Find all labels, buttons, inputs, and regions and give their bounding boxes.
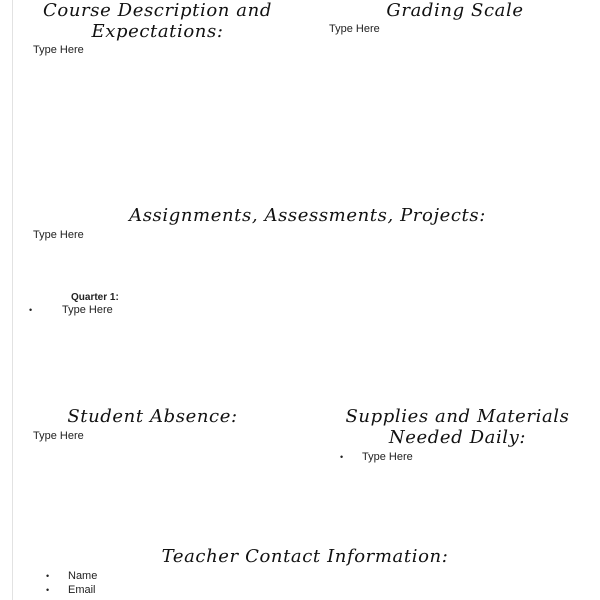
quarter-1-item[interactable]: Type Here (62, 304, 113, 316)
grading-scale-body[interactable]: Type Here (329, 23, 380, 35)
assignments-body[interactable]: Type Here (33, 229, 84, 241)
course-description-heading-line2: Expectations: (91, 21, 224, 42)
page-left-edge (12, 0, 13, 600)
course-description-heading-line1: Course Description and (43, 0, 272, 21)
supplies-item[interactable]: Type Here (362, 451, 413, 463)
assignments-heading: Assignments, Assessments, Projects: (129, 205, 486, 226)
contact-bullet-email: • (46, 585, 50, 595)
supplies-heading-line2: Needed Daily: (388, 427, 527, 448)
course-description-heading (20, 0, 295, 42)
contact-item-email[interactable]: Email (68, 584, 96, 596)
quarter-1-label: Quarter 1: (71, 292, 119, 303)
contact-bullet-name: • (46, 571, 50, 581)
supplies-bullet: • (340, 452, 344, 462)
contact-item-name[interactable]: Name (68, 570, 98, 582)
supplies-heading-line1: Supplies and Materials (345, 406, 570, 427)
quarter-1-bullet: • (29, 305, 33, 315)
supplies-heading (330, 406, 585, 448)
student-absence-heading: Student Absence: (67, 406, 238, 427)
student-absence-body[interactable]: Type Here (33, 430, 84, 442)
teacher-contact-heading: Teacher Contact Information: (161, 546, 449, 567)
course-description-body[interactable]: Type Here (33, 44, 84, 56)
grading-scale-heading: Grading Scale (386, 0, 524, 21)
